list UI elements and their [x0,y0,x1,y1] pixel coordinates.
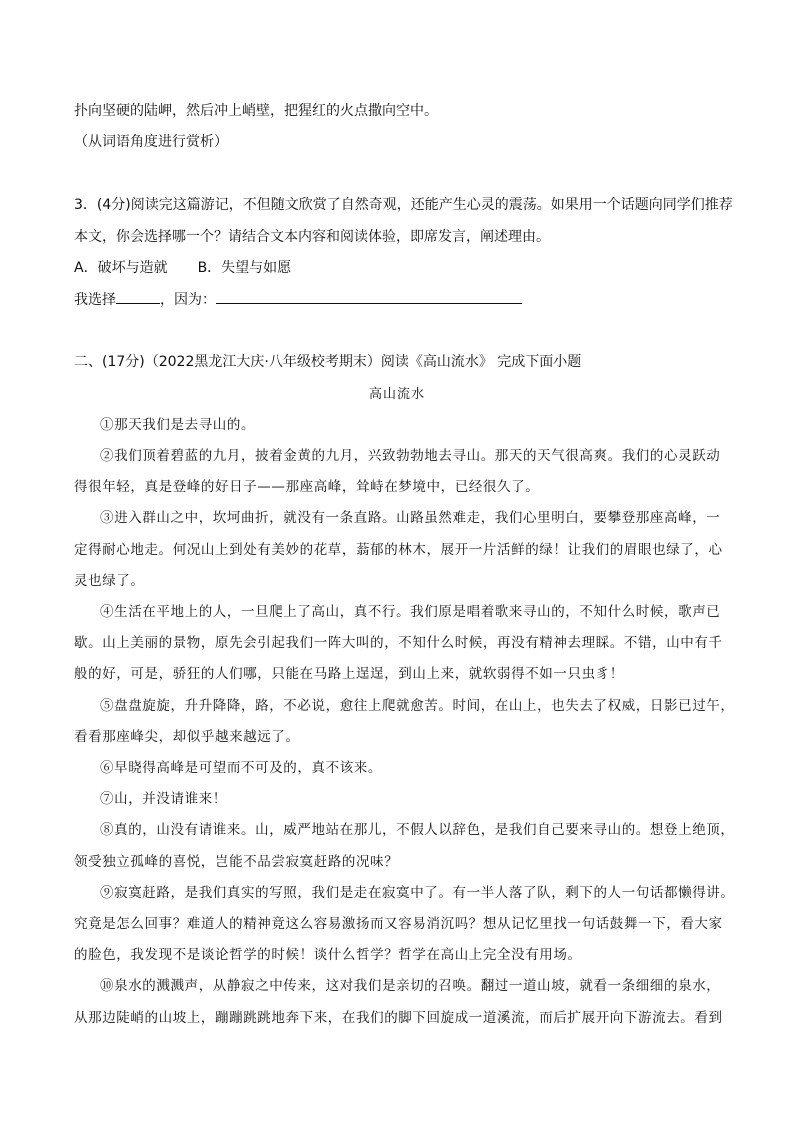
option-b: B．失望与如愿 [197,260,292,276]
passage-line: 究竟是怎么回事？难道人的精神竟这么容易激扬而又容易消沉吗？想从记忆里找一句话鼓舞一下，看大家 [74,916,723,932]
question-3-options [74,258,734,278]
passage-line: ④生活在平地上的人，一旦爬上了高山，真不行。我们原是唱着歌来寻山的，不知什么时候，歌声已 [100,604,721,620]
option-a: A．破坏与造就 [74,260,168,276]
passage-line: 得很年轻，真是登峰的好日子——那座高峰，耸峙在梦境中，已经很久了。 [74,479,540,495]
reason-blank[interactable] [216,289,522,304]
intro-line-1: 扑向坚硬的陆岬，然后冲上峭壁，把猩红的火点撒向空中。 [74,103,438,119]
answer-middle: ，因为： [160,292,216,308]
section-2-heading: 二、(17分)（2022黑龙江大庆·八年级校考期末）阅读《高山流水》 完成下面小题 [74,354,582,370]
passage-line: ⑥早晓得高峰是可望而不可及的，真不该来。 [100,760,382,776]
passage-line: 从那边陡峭的山坡上，蹦蹦跳跳地奔下来，在我们的脚下回旋成一道溪流，而后扩展开向下游流去。看到 [74,1010,723,1026]
passage-line: ③进入群山之中，坎坷曲折，就没有一条直路。山路虽然难走，我们心里明白，要攀登那座高峰，一 [100,510,721,526]
passage-line: ⑧真的，山没有请谁来。山，威严地站在那儿，不假人以辞色，是我们自己要来寻山的。想登上绝顶， [100,822,735,838]
passage-line: 定得耐心地走。何况山上到处有美妙的花草，蓊郁的林木，展开一片活鲜的绿！让我们的眉眼也绿了，心 [74,542,723,558]
passage-line: ⑤盘盘旋旋，升升降降，路，不必说，愈往上爬就愈苦。时间，在山上，也失去了权威，日影已过午， [100,698,735,714]
passage-line: 般的好，可是，骄狂的人们哪，只能在马路上逞逞，到山上来，就软弱得不如一只虫豸！ [74,666,624,682]
passage-line: 领受独立孤峰的喜悦，岂能不品尝寂寞赶路的况味？ [74,854,399,870]
passage-line: 的脸色，我发现不是谈论哲学的时候！谈什么哲学？哲学在高山上完全没有用场。 [74,947,582,963]
question-3-line-2: 本文，你会选择哪一个？请结合文本内容和阅读体验，即席发言，阐述理由。 [74,229,550,245]
passage-line: ⑦山，并没请谁来！ [100,791,227,807]
passage-line: 灵也绿了。 [74,573,145,589]
choice-blank[interactable] [116,289,160,304]
intro-line-2: （从词语角度进行赏析） [74,134,228,150]
passage-title: 高山流水 [368,387,425,402]
question-3-line-1: 3．(4分)阅读完这篇游记，不但随文欣赏了自然奇观，还能产生心灵的震荡。如果用一个话题向同学们推荐 [74,197,733,213]
passage-line: ①那天我们是去寻山的。 [100,417,256,433]
answer-prefix: 我选择 [74,292,116,308]
passage-line: 歇。山上美丽的景物，原先会引起我们一阵大叫的，不知什么时候，再没有精神去理睬。不错，山中有千 [74,635,723,651]
passage-line: 看看那座峰尖，却似乎越来越远了。 [74,729,300,745]
passage-line: ②我们顶着碧蓝的九月，披着金黄的九月，兴致勃勃地去寻山。那天的天气很高爽。我们的心灵跃动 [100,448,721,464]
passage-line: ⑨寂寞赶路，是我们真实的写照，我们是走在寂寞中了。有一半人落了队，剩下的人一句话都懒得讲。 [100,885,735,901]
answer-line [74,289,734,310]
passage-line: ⑩泉水的溅溅声，从静寂之中传来，这对我们是亲切的召唤。翻过一道山坡，就看一条细细的泉水， [100,978,721,994]
